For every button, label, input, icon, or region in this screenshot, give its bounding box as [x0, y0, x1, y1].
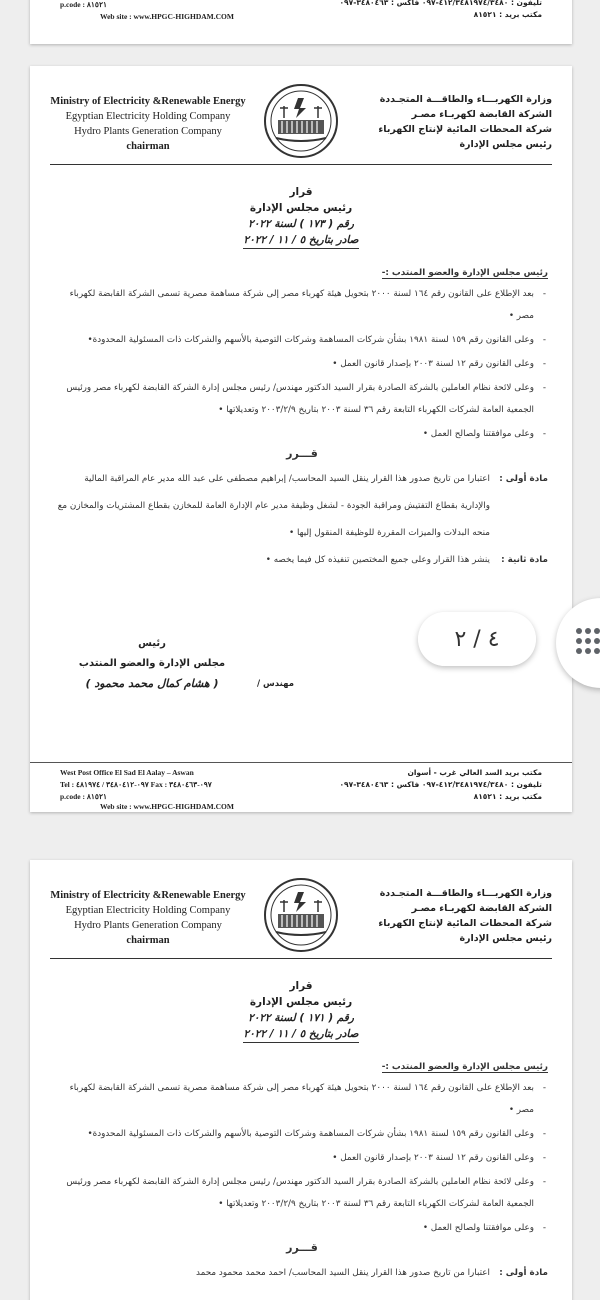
preamble-item: - وعلى القانون رقم ١٥٩ لسنة ١٩٨١ بشأن شركات المساهمة وشركات التوصية بالأسهم والشركات ذات المسئولية المحدودة• — [56, 329, 548, 351]
preamble-item: - وعلى موافقتنا ولصالح العمل • — [56, 1217, 548, 1239]
preamble-item: - وعلى موافقتنا ولصالح العمل • — [56, 423, 548, 445]
preamble-item: - بعد الإطلاع على القانون رقم ١٦٤ لسنة ٢٠٠٠ بتحويل هيئة كهرباء مصر إلى شركة مساهمة مصرية تسمى الشركة القابضة لكهرباء مصر • — [56, 283, 548, 327]
article-first — [56, 1260, 548, 1287]
header-ar-chairman: رئيس مجلس الإدارة — [459, 933, 552, 944]
article-label: مادة ثانية : — [501, 555, 548, 565]
header-en-holding: Egyptian Electricity Holding Company — [65, 111, 231, 122]
header-en-ministry: Ministry of Electricity &Renewable Energy — [50, 890, 246, 901]
header-arabic — [362, 886, 552, 946]
footer-tel-en: Tel : ٠٩٧-٣٤٨٠٤١٢ / ٤٨١٩٧٤ Fax : ٠٩٧-٣٤٨٠٤٦٣ — [60, 780, 212, 789]
document-page-next — [30, 860, 572, 1300]
title-decision: قرار — [289, 980, 313, 992]
header-ar-company: شركة المحطات المائية لإنتاج الكهرباء — [378, 918, 552, 929]
title-date: صادر بتاريخ ٥ / ١١ / ٢٠٢٢ — [243, 232, 358, 249]
article-label: مادة أولى : — [499, 1268, 548, 1278]
title-date: صادر بتاريخ ٥ / ١١ / ٢٠٢٢ — [243, 1026, 358, 1043]
header-ar-company: شركة المحطات المائية لإنتاج الكهرباء — [378, 124, 552, 135]
document-page — [30, 66, 572, 812]
header-ar-holding: الشركة القابضة لكهربـاء مصـر — [411, 109, 552, 120]
grid-dots-icon — [576, 628, 598, 658]
preamble-item: - وعلى القانون رقم ١٥٩ لسنة ١٩٨١ بشأن شركات المساهمة وشركات التوصية بالأسهم والشركات ذات المسئولية المحدودة• — [56, 1123, 548, 1145]
title-chairman: رئيس مجلس الإدارة — [249, 202, 353, 214]
header-arabic — [362, 92, 552, 152]
footer-tel-ar: تليفون : ٤١٢/٣٤٨١٩٧٤/٣٤٨٠-٠٩٧ فاكس : ٣٤٨٠٤٦٣-٠٩٧ — [339, 0, 542, 7]
footer-pcode-ar: مكتب بريد : ٨١٥٢١ — [473, 792, 542, 801]
header-en-chairman: chairman — [126, 935, 170, 946]
article-second — [56, 547, 548, 574]
header-en-company: Hydro Plants Generation Company — [74, 126, 222, 137]
preamble-item: - وعلى القانون رقم ١٢ لسنة ٢٠٠٣ بإصدار قانون العمل • — [56, 353, 548, 375]
signature-name: ( هشام كمال محمد محمود ) — [85, 677, 219, 690]
header-english — [48, 888, 248, 948]
header-en-holding: Egyptian Electricity Holding Company — [65, 905, 231, 916]
signature-eng-title: مهندس / — [256, 679, 294, 689]
article-first — [56, 466, 548, 547]
preamble-lead: رئيس مجلس الإدارة والعضو المنتدب :- — [381, 268, 548, 278]
signature-role-full: مجلس الإدارة والعضو المنتدب — [78, 658, 226, 669]
header-divider — [50, 164, 552, 165]
decision-body — [56, 268, 548, 574]
header-english — [48, 94, 248, 154]
page-indicator[interactable]: ٤ / ٢ — [418, 612, 536, 666]
footer-website: Web site : www.HPGC-HIGHDAM.COM — [100, 12, 234, 21]
decision-title — [30, 978, 572, 1043]
decree-heading: قـــرر — [286, 1241, 318, 1254]
header-divider — [50, 958, 552, 959]
footer-pcode-en: p.code : ٨١٥٢١ — [60, 792, 108, 801]
article-label: مادة أولى : — [499, 474, 548, 484]
footer-address-ar: مكتب بريد السد العالي غرب - أسوان — [407, 768, 542, 777]
header-ar-ministry: وزارة الكهربـــاء والطاقـــة المتجـددة — [379, 888, 552, 899]
header-ar-holding: الشركة القابضة لكهربـاء مصـر — [411, 903, 552, 914]
header-en-chairman: chairman — [126, 141, 170, 152]
footer-pcode-en: p.code : ٨١٥٢١ — [60, 0, 108, 9]
footer-address-en: West Post Office El Sad El Aalay – Aswan — [60, 768, 194, 777]
article-text: اعتبارا من تاريخ صدور هذا القرار ينقل السيد المحاسب/ إبراهيم مصطفى على عبد الله مدير عام المراقبة المالية والإدارية بقطاع التفتيش ومراقبة الجودة - لشغل وظيفة مدير عام الإدارة العامة للمخازن بقطاع المشتريات والمخازن مع منحه البدلات والميزات المقررة للوظيفة المنقول إليها • — [57, 474, 490, 538]
title-chairman: رئيس مجلس الإدارة — [249, 996, 353, 1008]
header-en-company: Hydro Plants Generation Company — [74, 920, 222, 931]
preamble-item: - وعلى القانون رقم ١٢ لسنة ٢٠٠٣ بإصدار قانون العمل • — [56, 1147, 548, 1169]
document-page-previous — [30, 0, 572, 44]
title-decision: قرار — [289, 186, 313, 198]
footer-website: Web site : www.HPGC-HIGHDAM.COM — [100, 802, 234, 811]
header-ar-ministry: وزارة الكهربـــاء والطاقـــة المتجـددة — [379, 94, 552, 105]
article-text: ينشر هذا القرار وعلى جميع المختصين تنفيذه كل فيما يخصه • — [265, 555, 490, 565]
decision-title — [30, 184, 572, 249]
preamble-item: - بعد الإطلاع على القانون رقم ١٦٤ لسنة ٢٠٠٠ بتحويل هيئة كهرباء مصر إلى شركة مساهمة مصرية تسمى الشركة القابضة لكهرباء مصر • — [56, 1077, 548, 1121]
article-text: اعتبارا من تاريخ صدور هذا القرار ينقل السيد المحاسب/ احمد محمد محمود محمد — [196, 1268, 490, 1278]
signature-role: رئيس — [138, 638, 166, 649]
company-logo-icon — [262, 876, 340, 954]
footer-pcode-ar: مكتب بريد : ٨١٥٢١ — [473, 10, 542, 19]
preamble-item: - وعلى لائحة نظام العاملين بالشركة الصادرة بقرار السيد الدكتور مهندس/ رئيس مجلس إدارة الشركة القابضة لكهرباء مصر ورئيس الجمعية العامة لشركات الكهرباء التابعة رقم ٣٦ لسنة ٢٠٠٣ بتاريخ ٢٠٠٣/٢/٩ وتعديلاتها • — [56, 1171, 548, 1215]
title-number: رقم ( ١٧٣ ) لسنة ٢٠٢٢ — [248, 218, 354, 230]
decree-heading: قـــرر — [286, 447, 318, 460]
title-number: رقم ( ١٧١ ) لسنة ٢٠٢٢ — [248, 1012, 354, 1024]
company-logo-icon — [262, 82, 340, 160]
preamble-lead: رئيس مجلس الإدارة والعضو المنتدب :- — [381, 1062, 548, 1072]
signature-block — [62, 634, 294, 694]
preamble-item: - وعلى لائحة نظام العاملين بالشركة الصادرة بقرار السيد الدكتور مهندس/ رئيس مجلس إدارة الشركة القابضة لكهرباء مصر ورئيس الجمعية العامة لشركات الكهرباء التابعة رقم ٣٦ لسنة ٢٠٠٣ بتاريخ ٢٠٠٣/٢/٩ وتعديلاتها • — [56, 377, 548, 421]
footer-divider — [30, 762, 572, 763]
header-en-ministry: Ministry of Electricity &Renewable Energy — [50, 96, 246, 107]
decision-body — [56, 1062, 548, 1287]
header-ar-chairman: رئيس مجلس الإدارة — [459, 139, 552, 150]
footer-tel-ar: تليفون : ٤١٢/٣٤٨١٩٧٤/٣٤٨٠-٠٩٧ فاكس : ٣٤٨٠٤٦٣-٠٩٧ — [339, 780, 542, 789]
